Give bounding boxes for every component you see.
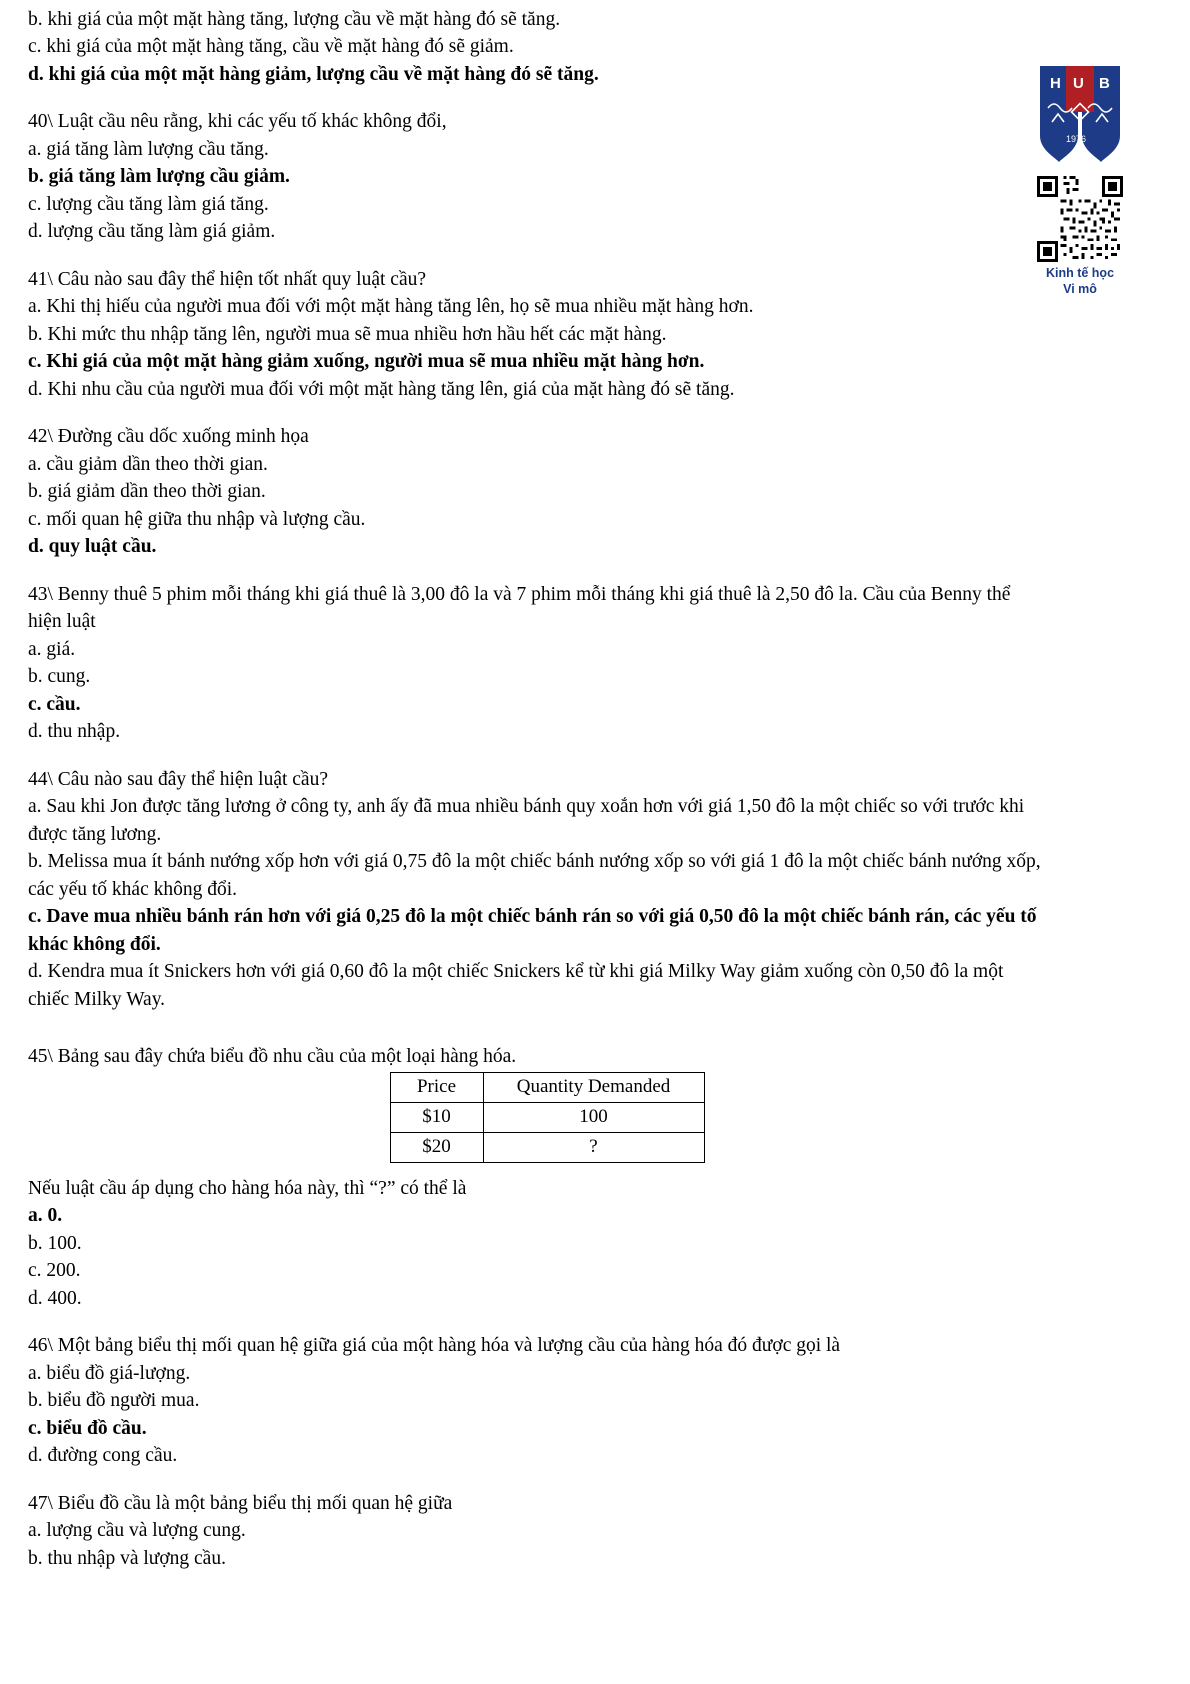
- option-d: d. Khi nhu cầu của người mua đối với một mặt hàng tăng lên, giá của mặt hàng đó sẽ tăng.: [28, 378, 735, 400]
- option-a: a. 0.: [28, 1205, 63, 1227]
- cell-price: $10: [390, 1103, 483, 1133]
- option-b: b. thu nhập và lượng cầu.: [28, 1547, 226, 1569]
- option-b: b. Khi mức thu nhập tăng lên, người mua sẽ mua nhiều hơn hầu hết các mặt hàng.: [28, 323, 667, 345]
- table-header-row: [390, 1073, 704, 1103]
- question-stem: 44\ Câu nào sau đây thể hiện luật cầu?: [28, 768, 328, 790]
- question-41: [28, 266, 1048, 403]
- option-a: a. Sau khi Jon được tăng lương ở công ty, anh ấy đã mua nhiều bánh quy xoắn hơn với giá 1,50 đô la một chiếc so với trước khi được tăng lương.: [28, 796, 1025, 845]
- option-b: b. giá giảm dần theo thời gian.: [28, 481, 266, 503]
- option-a: a. giá tăng làm lượng cầu tăng.: [28, 138, 269, 160]
- option-d: d. khi giá của một mặt hàng giảm, lượng cầu về mặt hàng đó sẽ tăng.: [28, 63, 599, 85]
- option-c: c. lượng cầu tăng làm giá tăng.: [28, 193, 269, 215]
- option-c: c. 200.: [28, 1260, 81, 1282]
- question-stem: 45\ Bảng sau đây chứa biểu đồ nhu cầu của một loại hàng hóa.: [28, 1045, 517, 1067]
- option-a: a. giá.: [28, 638, 76, 660]
- option-c: c. Dave mua nhiều bánh rán hơn với giá 0,25 đô la một chiếc bánh rán so với giá 0,50 đô la một chiếc bánh rán, các yếu tố khác không đổi.: [28, 906, 1037, 955]
- question-45: [28, 1043, 1048, 1312]
- option-b: b. khi giá của một mặt hàng tăng, lượng cầu về mặt hàng đó sẽ tăng.: [28, 9, 561, 30]
- option-a: a. lượng cầu và lượng cung.: [28, 1520, 246, 1542]
- svg-text:H: H: [1050, 75, 1061, 92]
- question-stem: 43\ Benny thuê 5 phim mỗi tháng khi giá thuê là 3,00 đô la và 7 phim mỗi tháng khi giá thuê là 2,50 đô la. Cầu của Benny thể hiện luật: [28, 583, 1011, 633]
- option-d: d. đường cong cầu.: [28, 1445, 178, 1467]
- option-d: d. lượng cầu tăng làm giá giảm.: [28, 221, 276, 243]
- option-d: d. 400.: [28, 1287, 82, 1309]
- question-39-options: [28, 6, 1048, 88]
- option-a: a. Khi thị hiếu của người mua đối với một mặt hàng tăng lên, họ sẽ mua nhiều mặt hàng hơn.: [28, 296, 754, 318]
- option-a: a. biểu đồ giá-lượng.: [28, 1362, 191, 1384]
- logo-caption-line1: Kinh tế học: [1045, 266, 1115, 280]
- question-44: [28, 766, 1048, 1013]
- question-43: [28, 581, 1048, 746]
- cell-quantity: 100: [483, 1103, 704, 1133]
- option-b: b. giá tăng làm lượng cầu giảm.: [28, 166, 290, 188]
- option-c: c. cầu.: [28, 693, 81, 715]
- question-followup: Nếu luật cầu áp dụng cho hàng hóa này, thì “?” có thể là: [28, 1177, 467, 1199]
- option-c: c. biểu đồ cầu.: [28, 1417, 147, 1439]
- logo-caption: [1014, 266, 1146, 297]
- option-c: c. khi giá của một mặt hàng tăng, cầu về mặt hàng đó sẽ giảm.: [28, 36, 514, 58]
- question-stem: 47\ Biểu đồ cầu là một bảng biểu thị mối quan hệ giữa: [28, 1492, 453, 1514]
- column-header-quantity: Quantity Demanded: [483, 1073, 704, 1103]
- option-b: b. 100.: [28, 1232, 82, 1254]
- option-c: c. Khi giá của một mặt hàng giảm xuống, người mua sẽ mua nhiều mặt hàng hơn.: [28, 351, 705, 373]
- svg-text:U: U: [1073, 75, 1084, 92]
- svg-text:1976: 1976: [1066, 134, 1087, 144]
- question-40: [28, 108, 1048, 245]
- question-stem: 46\ Một bảng biểu thị mối quan hệ giữa giá của một hàng hóa và lượng cầu của hàng hóa đó được gọi là: [28, 1335, 841, 1357]
- hub-shield-logo: [1036, 62, 1124, 166]
- option-b: b. biểu đồ người mua.: [28, 1390, 200, 1412]
- logo-caption-line2: Vi mô: [1063, 281, 1097, 296]
- option-c: c. mối quan hệ giữa thu nhập và lượng cầu.: [28, 508, 366, 530]
- document-content: [28, 6, 1048, 1572]
- column-header-price: Price: [390, 1073, 483, 1103]
- question-42: [28, 423, 1048, 560]
- demand-schedule-table: [390, 1072, 705, 1162]
- option-b: b. cung.: [28, 666, 91, 688]
- question-47: [28, 1490, 1048, 1572]
- table-row: [390, 1103, 704, 1133]
- demand-schedule-table-wrap: [28, 1072, 1048, 1162]
- option-d: d. Kendra mua ít Snickers hơn với giá 0,60 đô la một chiếc Snickers kể từ khi giá Milky Way giảm xuống còn 0,50 đô la một chiếc Milky Way.: [28, 961, 1004, 1010]
- cell-quantity: ?: [483, 1133, 704, 1163]
- table-row: [390, 1133, 704, 1163]
- question-stem: 40\ Luật cầu nêu rằng, khi các yếu tố khác không đổi,: [28, 111, 447, 133]
- option-b: b. Melissa mua ít bánh nướng xốp hơn với giá 0,75 đô la một chiếc bánh nướng xốp so với giá 1 đô la một chiếc bánh nướng xốp, các yếu tố khác không đổi.: [28, 851, 1041, 900]
- qr-code: [1037, 176, 1123, 262]
- option-d: d. thu nhập.: [28, 721, 121, 743]
- question-stem: 41\ Câu nào sau đây thể hiện tốt nhất quy luật cầu?: [28, 268, 427, 290]
- option-a: a. cầu giảm dần theo thời gian.: [28, 453, 268, 475]
- svg-text:B: B: [1099, 75, 1110, 92]
- cell-price: $20: [390, 1133, 483, 1163]
- question-46: [28, 1332, 1048, 1469]
- logo-area: [1014, 62, 1146, 297]
- question-stem: 42\ Đường cầu dốc xuống minh họa: [28, 426, 309, 448]
- option-d: d. quy luật cầu.: [28, 536, 157, 558]
